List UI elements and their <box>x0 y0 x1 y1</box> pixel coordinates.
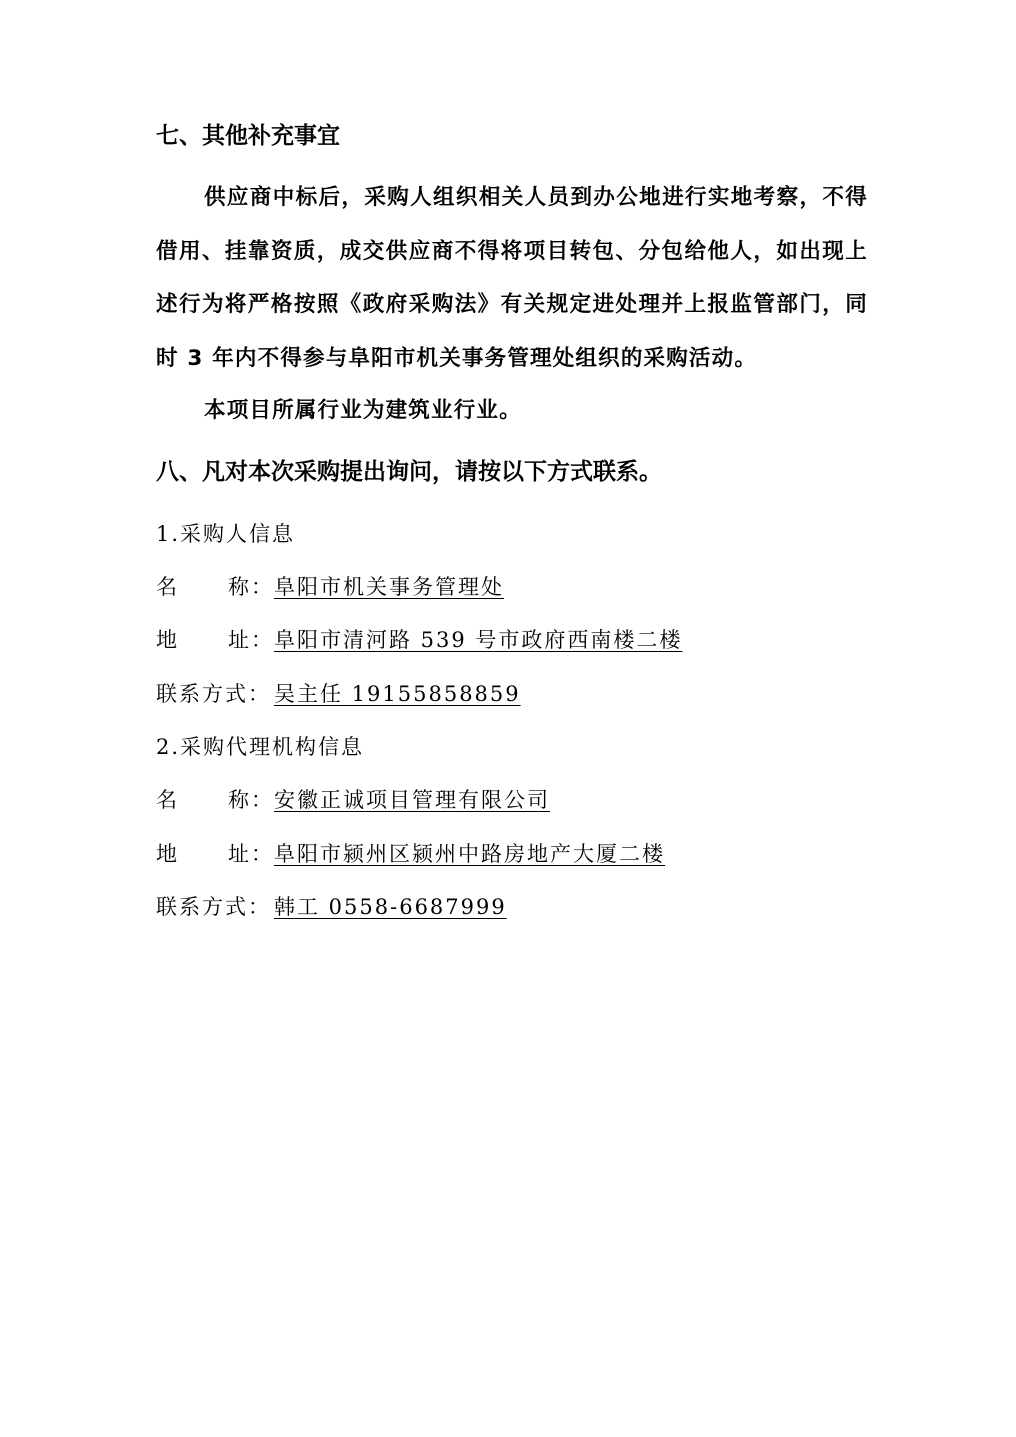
agency-address-label <box>156 840 274 868</box>
purchaser-name-value: 阜阳市机关事务管理处 <box>274 575 504 599</box>
agency-heading: 2.采购代理机构信息 <box>156 735 365 759</box>
agency-address-label-b: 址： <box>228 842 274 866</box>
purchaser-contact-value: 吴主任 19155858859 <box>274 682 521 706</box>
section7-title: 七、其他补充事宜 <box>156 123 340 149</box>
purchaser-contact-row <box>156 680 521 708</box>
agency-name-label-b: 称： <box>228 788 274 812</box>
purchaser-name-label-a: 名 <box>156 575 179 599</box>
agency-address-label-a: 地 <box>156 842 179 866</box>
purchaser-name-label-b: 称： <box>228 575 274 599</box>
purchaser-address-row <box>156 626 682 654</box>
purchaser-heading: 1.采购人信息 <box>156 522 296 546</box>
purchaser-contact-label: 联系方式： <box>156 682 271 706</box>
purchaser-name-label <box>156 573 274 601</box>
purchaser-address-value: 阜阳市清河路 539 号市政府西南楼二楼 <box>274 628 683 652</box>
agency-address-row <box>156 840 665 868</box>
agency-name-label <box>156 786 274 814</box>
agency-name-label-a: 名 <box>156 788 179 812</box>
purchaser-address-label <box>156 626 274 654</box>
purchaser-name-row <box>156 573 504 601</box>
agency-contact-row <box>156 893 507 921</box>
agency-address-value: 阜阳市颍州区颍州中路房地产大厦二楼 <box>274 842 665 866</box>
purchaser-address-label-a: 地 <box>156 628 179 652</box>
section8-title: 八、凡对本次采购提出询问，请按以下方式联系。 <box>156 459 662 485</box>
agency-contact-label: 联系方式： <box>156 895 271 919</box>
agency-name-row <box>156 786 550 814</box>
section7-paragraph-2: 本项目所属行业为建筑业行业。 <box>204 398 522 423</box>
agency-contact-value: 韩工 0558-6687999 <box>274 895 507 919</box>
agency-name-value: 安徽正诚项目管理有限公司 <box>274 788 550 812</box>
purchaser-address-label-b: 址： <box>228 628 274 652</box>
section7-paragraph-1: 供应商中标后，采购人组织相关人员到办公地进行实地考察，不得借用、挂靠资质，成交供应商不得将项目转包、分包给他人，如出现上述行为将严格按照《政府采购法》有关规定进处理并上报监管部门，同时 3 年内不得参与阜阳市机关事务管理处组织的采购活动。 <box>156 185 868 371</box>
